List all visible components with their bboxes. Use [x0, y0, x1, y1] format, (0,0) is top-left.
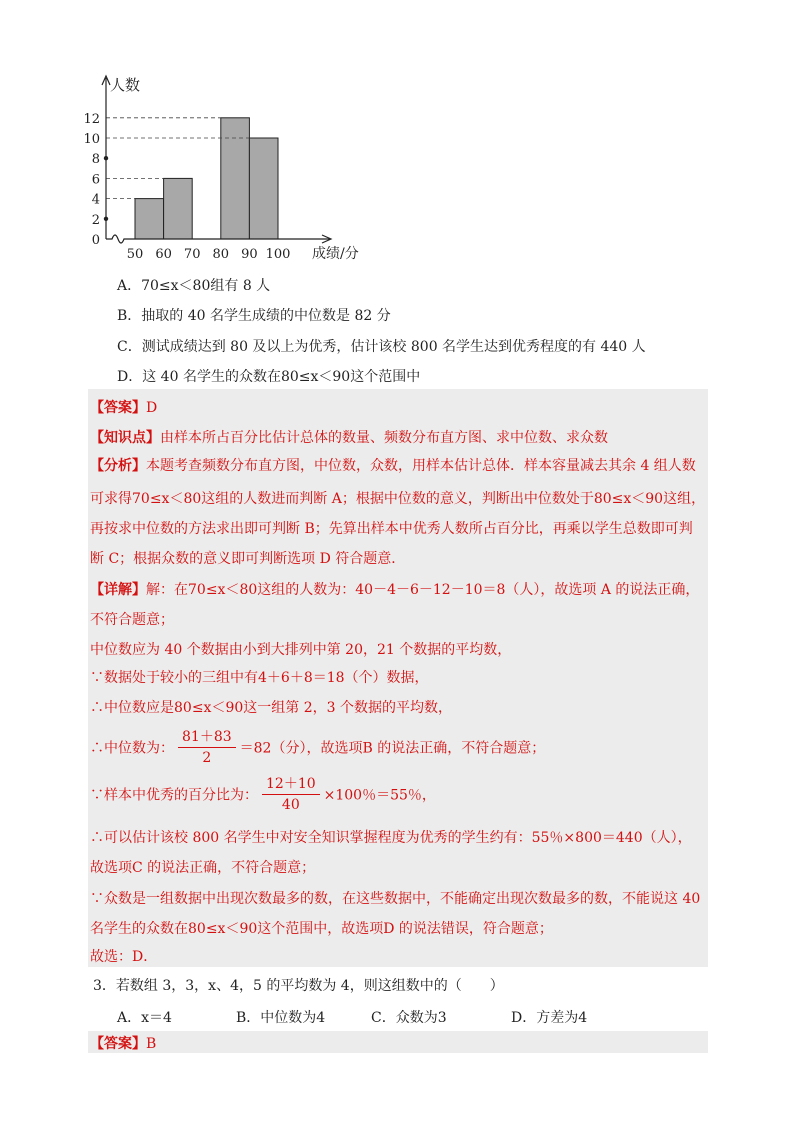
question-3-stem: 3．若数组 3，3，x、4，5 的平均数为 4，则这组数中的（ ）	[93, 978, 504, 994]
detail-line-11: 名学生的众数在80≤x＜90这个范围中，故选项D 的说法错误，符合题意；	[90, 921, 553, 937]
detail-line-1	[90, 579, 699, 599]
answer-tag: 【答案】	[90, 400, 146, 416]
median-fraction-denominator: 2	[202, 750, 212, 766]
median-fraction	[178, 727, 236, 768]
x-tick-label: 70	[183, 247, 201, 262]
detail-line-7	[90, 774, 436, 815]
question-3-option-a: A．x＝4	[117, 1010, 172, 1026]
detail-line-12: 故选：D．	[90, 949, 158, 965]
answer-value: D	[146, 400, 158, 416]
option-a: A．70≤x＜80组有 8 人	[117, 278, 271, 294]
percent-fraction-denominator: 40	[281, 797, 300, 813]
question-3-answer-line	[90, 1033, 156, 1053]
detail-text-1: 解：在70≤x＜80这组的人数为：40－4－6－12－10＝8（人），故选项 A 的说法正确，	[146, 582, 700, 598]
option-d: D．这 40 名学生的众数在80≤x＜90这个范围中	[117, 369, 421, 385]
histogram-bar-50-60	[135, 199, 164, 239]
median-fraction-numerator: 81＋83	[178, 727, 236, 748]
detail-7-suffix: ×100％＝55％，	[323, 787, 436, 804]
knowledge-tag: 【知识点】	[90, 430, 160, 446]
detail-line-6	[90, 727, 545, 768]
question-3-answer-panel	[88, 1031, 708, 1053]
y-axis-label: 人数	[110, 76, 141, 94]
question-3-answer-value: B	[146, 1036, 157, 1052]
x-tick-label: 90	[241, 247, 258, 262]
question-3-option-b: B．中位数为4	[236, 1010, 326, 1026]
analysis-line-4: 断 C；根据众数的意义即可判断选项 D 符合题意．	[90, 551, 406, 567]
x-axis-ticks	[127, 247, 291, 262]
histogram-bar-90-100	[249, 138, 278, 239]
histogram-bar-80-90	[221, 118, 250, 239]
detail-line-2: 不符合题意；	[90, 612, 174, 628]
x-tick-label: 80	[212, 247, 230, 262]
y-tick-label: 10	[83, 132, 100, 147]
question-3-answer-tag: 【答案】	[90, 1036, 146, 1052]
detail-line-4: ∵数据处于较小的三组中有4＋6＋8＝18（个）数据，	[90, 670, 429, 686]
percent-fraction-numerator: 12＋10	[262, 774, 320, 795]
y-tick-label: 4	[91, 192, 100, 208]
y-tick-label: 6	[91, 172, 100, 188]
histogram-chart	[80, 68, 380, 268]
percent-fraction	[262, 774, 320, 815]
y-axis-ticks	[83, 112, 108, 248]
option-b: B．抽取的 40 名学生成绩的中位数是 82 分	[117, 308, 391, 324]
analysis-line-3: 再按求中位数的方法求出即可判断 B；先算出样本中优秀人数所占百分比，再乘以学生总数即可判	[90, 521, 693, 537]
x-axis-label: 成绩/分	[312, 246, 359, 262]
question-3-option-c: C．众数为3	[371, 1010, 447, 1026]
analysis-text-1: 本题考查频数分布直方图，中位数，众数，用样本估计总体．样本容量减去其余 4 组人数	[146, 458, 696, 474]
detail-line-3: 中位数应为 40 个数据由小到大排列中第 20，21 个数据的平均数，	[90, 642, 512, 658]
detail-tag: 【详解】	[90, 582, 146, 598]
y-tick-label: 0	[91, 233, 100, 248]
detail-line-8: ∴可以估计该校 800 名学生中对安全知识掌握程度为优秀的学生约有：55％×800＝440（人），	[90, 830, 692, 846]
knowledge-line	[90, 427, 608, 447]
x-tick-label: 50	[126, 247, 144, 262]
x-tick-label: 100	[265, 247, 291, 262]
knowledge-text: 由样本所占百分比估计总体的数量、频数分布直方图、求中位数、求众数	[160, 430, 608, 446]
analysis-line-2: 可求得70≤x＜80这组的人数进而判断 A；根据中位数的意义，判断出中位数处于80≤x＜90这组，	[90, 491, 706, 507]
analysis-tag: 【分析】	[90, 458, 146, 474]
analysis-line-1	[90, 455, 696, 475]
question-3-option-d: D．方差为4	[511, 1010, 588, 1026]
detail-line-5: ∴中位数应是80≤x＜90这一组第 2，3 个数据的平均数，	[90, 700, 452, 716]
detail-6-prefix: ∴中位数为：	[90, 740, 174, 757]
y-tick-label: 12	[83, 111, 100, 127]
x-tick-label: 60	[155, 247, 172, 262]
option-c: C．测试成绩达到 80 及以上为优秀，估计该校 800 名学生达到优秀程度的有 440 人	[117, 339, 646, 355]
y-tick-label: 2	[91, 212, 100, 228]
detail-line-10: ∵众数是一组数据中出现次数最多的数，在这些数据中，不能确定出现次数最多的数，不能说这 40	[90, 891, 701, 907]
histogram-bar-60-70	[164, 178, 193, 239]
y-tick-label: 8	[91, 152, 100, 168]
detail-7-prefix: ∵样本中优秀的百分比为：	[90, 787, 258, 804]
detail-line-9: 故选项C 的说法正确，不符合题意；	[90, 860, 316, 876]
answer-line	[90, 397, 157, 417]
detail-6-suffix: ＝82（分），故选项B 的说法正确，不符合题意；	[239, 740, 546, 757]
